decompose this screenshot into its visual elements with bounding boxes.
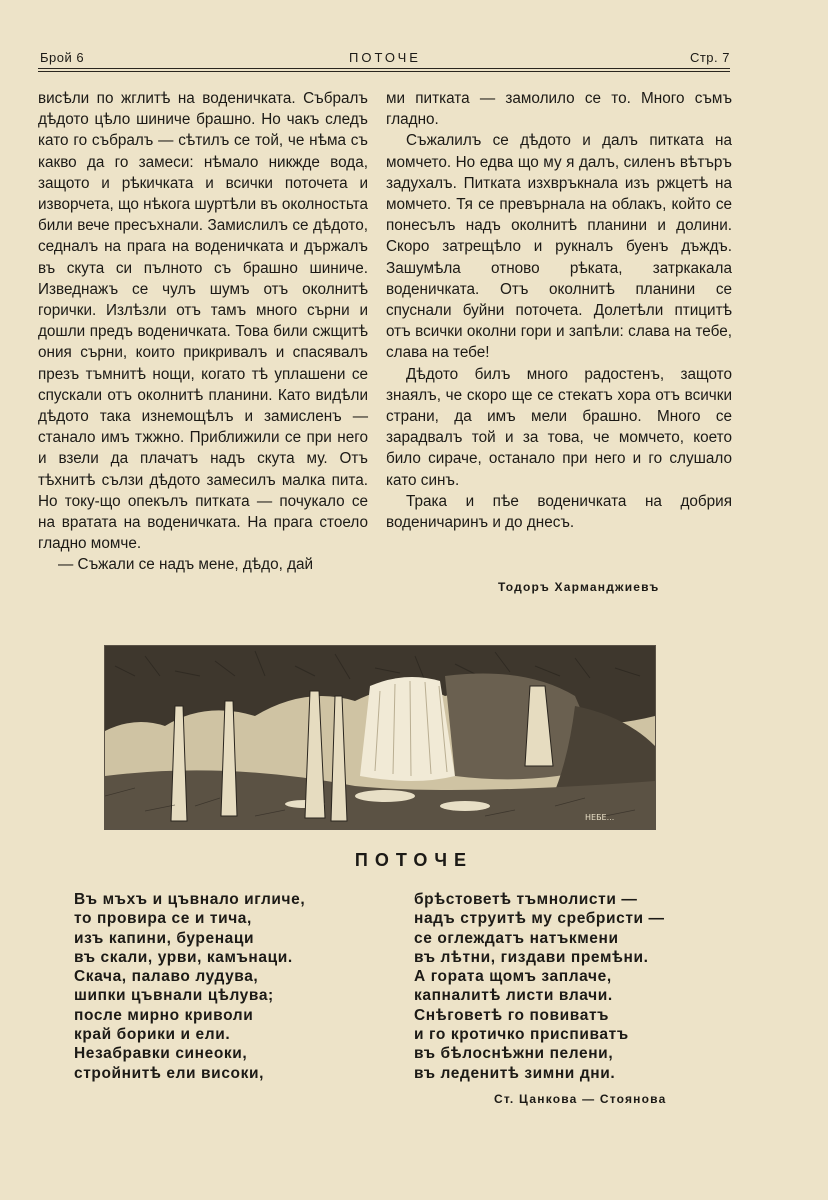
poem-line: и го кротичко приспиватъ	[414, 1026, 629, 1044]
poem-line: брѣстоветѣ тъмнолисти —	[414, 891, 638, 908]
story-paragraph: висѣли по жглитѣ на воденичката. Събралъ дѣдото цѣло шиниче брашно. Но чакъ следъ като го събралъ — сѣтилъ се той, че нѣма съ какво да го замеси: нѣмало никжде вода, защото и рѣкичката и всички поточета и изворчета, що нѣкога шуртѣли въ околностьта били вече пресъхнали. Замислилъ се дѣдото, седналъ на прага на воденичката и държалъ въ скута си пълното съ брашно шиниче. Изведнажъ се чулъ шумъ отъ околнитѣ горички. Излѣзли отъ тамъ много сърни и дошли предъ воденичката. Това били сжщитѣ ония сърни, които прикривалъ и спасявалъ презъ тъмнитѣ нощи, когато тѣ уплашени се спускали отъ околнитѣ планини. Като видѣли дѣдото така изнемощѣлъ и замисленъ — станало имъ тжжно. Приближили се при него и взели да плачатъ надъ скута му. Отъ тѣхнитѣ сълзи дѣдото замесилъ малка пита. Но току-що опекълъ питката — почукало се на вратата на воденичката. На прага стоело гладно момче.	[38, 90, 369, 553]
poem-author: Ст. Цанкова — Стоянова	[494, 1092, 667, 1106]
poem-line: въ леденитѣ зимни дни.	[414, 1064, 616, 1082]
poem-line: въ бѣлоснѣжни пелени,	[414, 1045, 614, 1063]
poem-right-stanza	[414, 890, 724, 1083]
artist-signature: НЕБЕ...	[585, 813, 615, 822]
forest-waterfall-illustration	[104, 645, 656, 830]
poem-line: то провира се и тича,	[74, 910, 252, 928]
poem-left-stanza	[74, 890, 374, 1083]
journal-title: ПОТОЧЕ	[349, 50, 421, 65]
poem-line: Незабравки синеоки,	[74, 1045, 248, 1063]
story-paragraph: Съжалилъ се дѣдото и далъ питката на момчето. Но едва що му я далъ, силенъ вѣтъръ задухалъ. Питката изхвръкнала изъ ржцетѣ на момчето. Тя се превърнала на облакъ, който се понесълъ надъ околнитѣ планини и долини. Скоро затрещѣло и рукналъ буенъ дъждъ. Зашумѣла отново рѣката, затркакала воденичката. Отъ околнитѣ планини се спуснали буйни поточета. Долетѣли птицитѣ отъ всички околни гори и запѣли: слава на тебе, слава на тебе!	[386, 132, 732, 362]
page-number: Стр. 7	[689, 50, 730, 65]
poem-line: изъ капини, буренаци	[74, 929, 255, 947]
story-author: Тодоръ Харманджиевъ	[498, 580, 660, 594]
story-paragraph: — Съжали се надъ мене, дѣдо, дай	[58, 556, 314, 574]
page-header	[40, 48, 730, 70]
poem-line: А гората щомъ заплаче,	[414, 968, 612, 986]
poem-line: въ лѣтни, гиздави премѣни.	[414, 948, 649, 966]
poem-line: Снѣговетѣ го повиватъ	[414, 1006, 610, 1024]
story-paragraph: Трака и пѣе воденичката на добрия воденичаринъ и до днесъ.	[386, 492, 732, 532]
poem-line: после мирно криволи	[74, 1006, 254, 1024]
poem-line: край борики и ели.	[74, 1026, 231, 1044]
issue-number: Брой 6	[40, 50, 85, 65]
poem-line: въ скали, урви, камънаци.	[74, 948, 293, 966]
poem-title: ПОТОЧЕ	[354, 850, 474, 870]
poem-line: стройнитѣ ели високи,	[74, 1064, 264, 1082]
story-paragraph: Дѣдото билъ много радостенъ, защото знаялъ, че скоро ще се стекатъ хора отъ всички страни, да имъ мели брашно. Много се зарадвалъ той и за това, че момчето, което било сираче, останало при него и го слушало като синъ.	[386, 365, 732, 489]
poem-line: Скача, палаво лудува,	[74, 968, 259, 986]
header-rule-bottom	[38, 71, 730, 72]
story-left-column	[38, 88, 368, 576]
story-paragraph: ми питката — замолило се то. Много съмъ гладно.	[386, 90, 732, 129]
poem-line: шипки цъвнали цѣлува;	[74, 987, 274, 1005]
engraving-image	[105, 646, 655, 829]
poem-line: Въ мъхъ и цъвнало игличе,	[74, 891, 306, 908]
story-right-column	[386, 88, 732, 533]
poem-line: капналитѣ листи влачи.	[414, 987, 613, 1005]
poem-line: надъ струитѣ му сребристи —	[414, 910, 665, 928]
poem-line: се оглеждатъ натъкмени	[414, 929, 619, 947]
header-rule-top	[38, 68, 730, 69]
